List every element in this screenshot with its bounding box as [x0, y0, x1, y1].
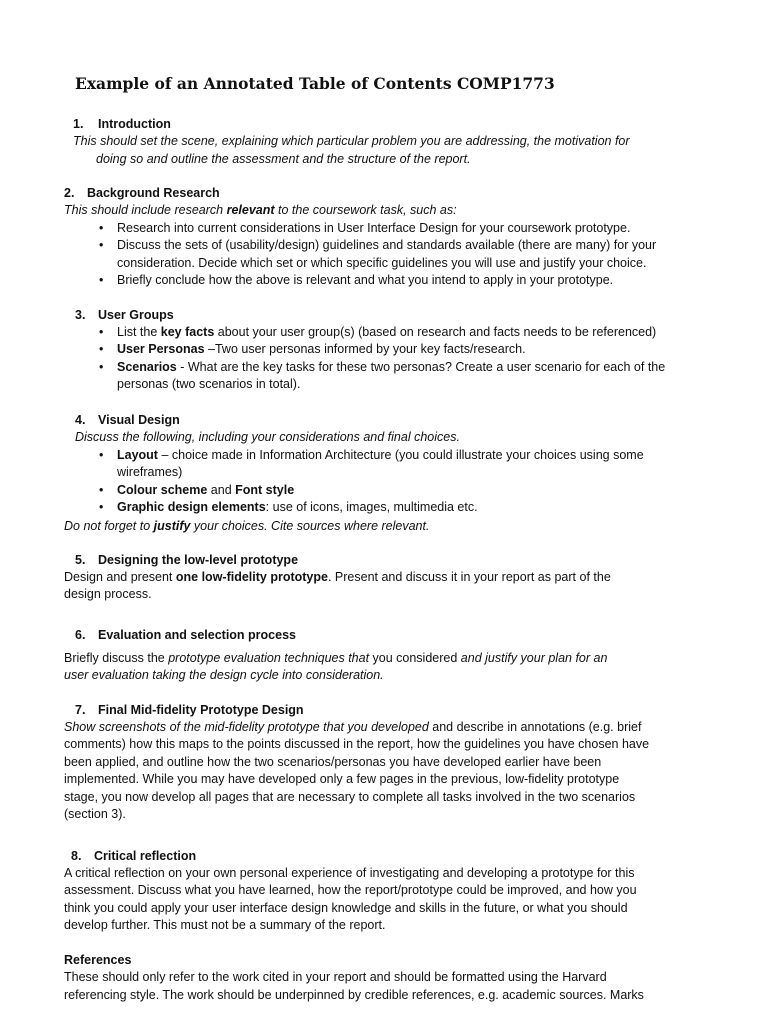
section-intro: Discuss the following, including your considerations and final choices.	[75, 430, 460, 445]
section-introduction	[73, 116, 630, 168]
bullet-list	[99, 220, 656, 290]
section-body: Briefly discuss the prototype evaluation techniques that you considered and justify your plan for an user evaluation taking the design cycle into consideration.	[64, 651, 608, 683]
list-item-continuation: personas (two scenarios in total).	[117, 377, 301, 392]
section-visual-design	[75, 412, 460, 447]
section-body: doing so and outline the assessment and the structure of the report.	[96, 151, 471, 166]
list-item: • User Personas –Two user personas informed by your key facts/research.	[99, 341, 665, 358]
list-item: • Research into current considerations in User Interface Design for your coursework prototype.	[99, 220, 656, 237]
bullet-icon: •	[99, 221, 104, 235]
section-background-research	[64, 185, 457, 220]
bullet-list	[99, 447, 644, 517]
section-heading: 5. Designing the low-level prototype	[75, 553, 299, 567]
section-low-level-prototype	[75, 552, 298, 569]
section-body: A critical reflection on your own personal experience of investigating and developing a prototype for this assessment. Discuss what you have learned, how the report/prototype could be improved, and how you think you could apply your user interface design knowledge and skills in the future, or what you should develop further. This must not be a summary of the report.	[64, 866, 637, 933]
section-heading: 2. Background Research	[64, 186, 220, 200]
bullet-icon: •	[99, 359, 104, 374]
bullet-icon: •	[99, 500, 104, 515]
section-heading: 6. Evaluation and selection process	[75, 628, 296, 642]
list-item: • Layout – choice made in Information Architecture (you could illustrate your choices using some	[99, 447, 644, 464]
page-title: Example of an Annotated Table of Contents COMP1773	[75, 74, 555, 93]
section-user-groups	[75, 307, 174, 324]
bullet-list	[99, 324, 665, 394]
section-critical-reflection	[71, 848, 196, 865]
section-heading: 7. Final Mid-fidelity Prototype Design	[75, 703, 304, 717]
section-outro: Do not forget to justify your choices. Cite sources where relevant.	[64, 519, 430, 533]
list-item: • Colour scheme and Font style	[99, 482, 644, 499]
bullet-icon: •	[99, 273, 104, 288]
bullet-icon: •	[99, 342, 104, 357]
section-body: This should set the scene, explaining which particular problem you are addressing, the motivation for	[73, 134, 630, 149]
bullet-icon: •	[99, 448, 104, 462]
bullet-icon: •	[99, 482, 104, 497]
list-item: • Graphic design elements: use of icons, images, multimedia etc.	[99, 499, 644, 516]
bullet-icon: •	[99, 238, 104, 253]
section-heading: 4. Visual Design	[75, 413, 180, 427]
section-evaluation	[75, 627, 296, 644]
list-item-continuation: consideration. Decide which set or which specific guidelines you will use and justify your choice.	[117, 255, 647, 270]
section-body: referencing style. The work should be underpinned by credible references, e.g. academic sources. Marks	[64, 987, 644, 1002]
list-item-continuation: wireframes)	[117, 465, 183, 480]
section-references	[64, 952, 644, 1004]
list-item: • Discuss the sets of (usability/design) guidelines and standards available (there are many) for your	[99, 237, 656, 254]
section-mid-fidelity	[75, 702, 304, 719]
section-body: Show screenshots of the mid-fidelity prototype that you developed and describe in annotations (e.g. brief comments) how this maps to the points discussed in the report, how the guidelines you have chosen have been applied, and outline how the two scenarios/personas you have developed earlier have been implemented. While you may have developed only a few pages in the previous, low-fidelity prototype stage, you now develop all pages that are necessary to complete all tasks involved in the two scenarios (section 3).	[64, 720, 650, 822]
list-item: • List the key facts about your user group(s) (based on research and facts needs to be referenced)	[99, 324, 665, 341]
section-heading: 8. Critical reflection	[71, 849, 197, 863]
list-item: • Scenarios - What are the key tasks for these two personas? Create a user scenario for each of the	[99, 359, 665, 376]
list-item: • Briefly conclude how the above is relevant and what you intend to apply in your prototype.	[99, 272, 656, 289]
bullet-icon: •	[99, 325, 104, 339]
section-body: These should only refer to the work cited in your report and should be formatted using the Harvard	[64, 970, 607, 985]
section-intro: This should include research relevant to the coursework task, such as:	[64, 203, 457, 218]
section-heading: 1. Introduction	[73, 117, 171, 131]
section-body: Design and present one low-fidelity prototype. Present and discuss it in your report as part of the design process.	[64, 570, 611, 602]
section-heading: 3. User Groups	[75, 308, 174, 322]
section-heading: References	[64, 953, 132, 967]
